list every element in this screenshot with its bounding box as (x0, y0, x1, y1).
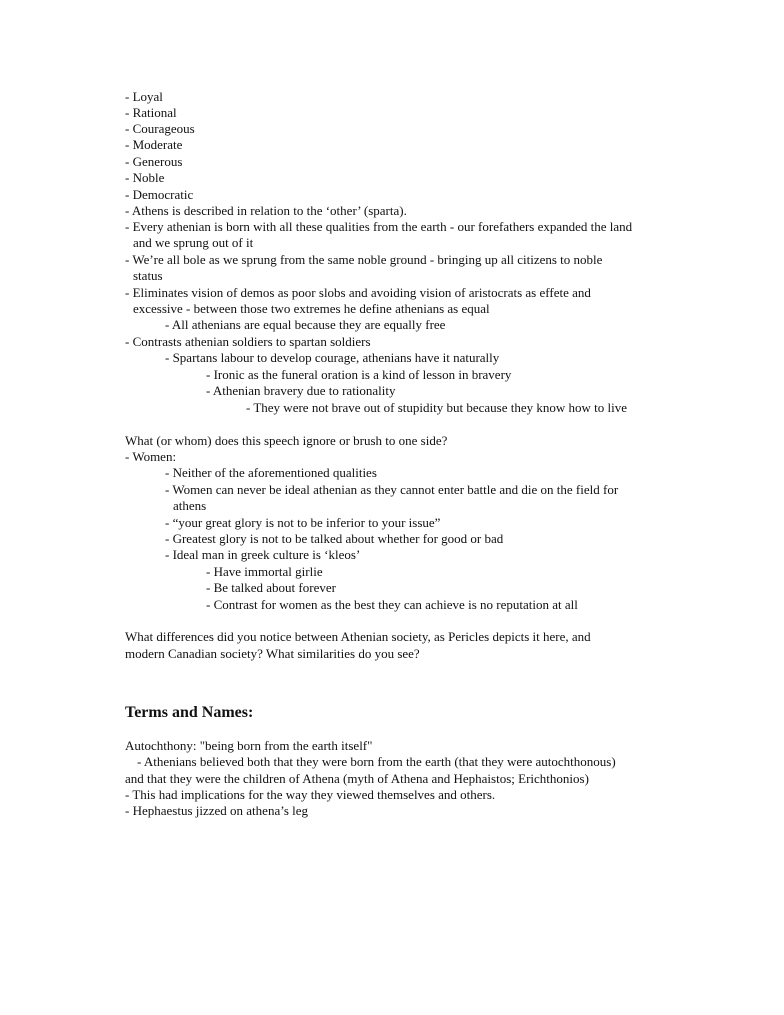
sub-sub-list-item: - Athenian bravery due to rationality (206, 383, 396, 398)
list-item: - Eliminates vision of demos as poor slobs and avoiding vision of aristocrats as effete and (125, 285, 591, 300)
list-item-continuation: and that they were the children of Athena (myth of Athena and Hephaistos; Erichthonios) (125, 771, 589, 786)
sub-list-item: - Greatest glory is not to be talked about whether for good or bad (165, 531, 504, 546)
list-item: - Rational (125, 105, 177, 120)
list-item: - Moderate (125, 137, 183, 152)
list-item: - We’re all bole as we sprung from the same noble ground - bringing up all citizens to noble (125, 252, 603, 267)
sub-list-item-continuation: athens (173, 498, 207, 513)
sub-list-item: - Spartans labour to develop courage, athenians have it naturally (165, 350, 500, 365)
sub-sub-list-item: - Have immortal girlie (206, 564, 323, 579)
list-item: - Athens is described in relation to the ‘other’ (sparta). (125, 203, 407, 218)
sub-list-item: - Ideal man in greek culture is ‘kleos’ (165, 547, 361, 562)
list-item: - Generous (125, 154, 183, 169)
sub-list-item: - “your great glory is not to be inferior to your issue” (165, 515, 441, 530)
list-item-continuation: excessive - between those two extremes he define athenians as equal (133, 301, 490, 316)
term-definition: Autochthony: "being born from the earth itself" (125, 738, 373, 753)
list-item: - Loyal (125, 89, 163, 104)
sub-list-item: - Neither of the aforementioned qualities (165, 465, 377, 480)
list-item: - Noble (125, 170, 165, 185)
list-item: - Women: (125, 449, 177, 464)
sub-sub-sub-list-item: - They were not brave out of stupidity but because they know how to live (246, 400, 628, 415)
sub-list-item: - All athenians are equal because they are equally free (165, 317, 446, 332)
list-item: - Democratic (125, 187, 194, 202)
list-item: - Courageous (125, 121, 195, 136)
list-item: - This had implications for the way they viewed themselves and others. (125, 787, 496, 802)
question-text: What (or whom) does this speech ignore or brush to one side? (125, 433, 448, 448)
section-heading: Terms and Names: (125, 704, 254, 721)
sub-sub-list-item: - Be talked about forever (206, 580, 336, 595)
sub-sub-list-item: - Ironic as the funeral oration is a kind of lesson in bravery (206, 367, 512, 382)
list-item: - Athenians believed both that they were born from the earth (that they were autochthonous) (137, 754, 616, 769)
list-item: - Hephaestus jizzed on athena’s leg (125, 803, 309, 818)
question-text: What differences did you notice between Athenian society, as Pericles depicts it here, and (125, 629, 591, 644)
list-item: - Contrasts athenian soldiers to spartan soldiers (125, 334, 371, 349)
sub-sub-list-item: - Contrast for women as the best they can achieve is no reputation at all (206, 597, 578, 612)
question-text: modern Canadian society? What similarities do you see? (125, 646, 420, 661)
sub-list-item: - Women can never be ideal athenian as they cannot enter battle and die on the field for (165, 482, 619, 497)
list-item-continuation: and we sprung out of it (133, 235, 254, 250)
list-item-continuation: status (133, 268, 163, 283)
list-item: - Every athenian is born with all these qualities from the earth - our forefathers expanded the land (125, 219, 633, 234)
